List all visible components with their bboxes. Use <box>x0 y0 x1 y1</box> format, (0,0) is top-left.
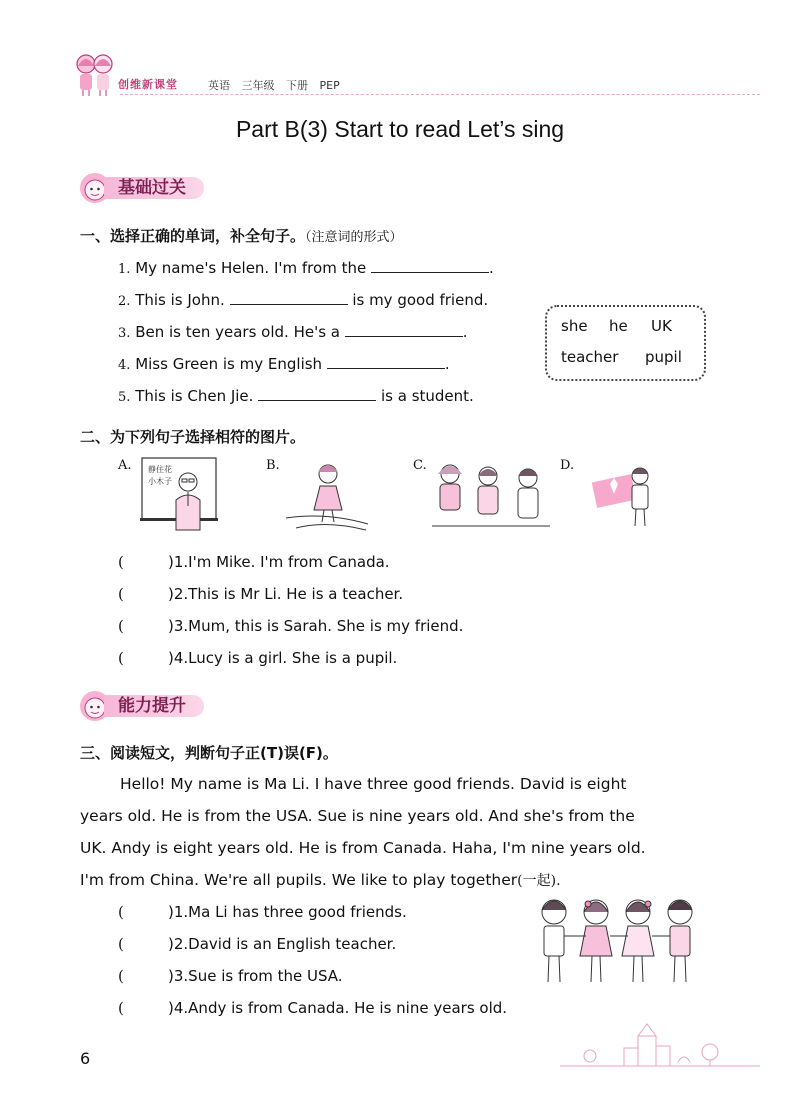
answer-paren[interactable]: ( <box>118 967 124 985</box>
q1-item-number: 3. <box>118 326 131 341</box>
header-divider <box>120 94 760 95</box>
q2-item-text: Lucy is a girl. She is a pupil. <box>188 649 398 667</box>
section-badge-label: 能力提升 <box>104 695 204 717</box>
q1-item-1 <box>118 258 494 277</box>
page-number: 6 <box>80 1049 91 1068</box>
q3-item-2 <box>118 935 396 953</box>
q1-item-text: This is John. <box>135 291 225 309</box>
q1-item-3 <box>118 322 468 341</box>
q2-item-number: )3. <box>168 617 189 635</box>
option-label-d: D. <box>560 458 575 473</box>
answer-paren[interactable]: ( <box>118 999 124 1017</box>
q2-item-text: I'm Mike. I'm from Canada. <box>188 553 390 571</box>
q3-item-text: Andy is from Canada. He is nine years old. <box>188 999 508 1017</box>
q2-item-3 <box>118 617 463 635</box>
passage-line <box>80 864 702 897</box>
option-label-a: A. <box>118 458 132 473</box>
page-header <box>70 50 770 102</box>
board-text: 小木子 <box>148 477 172 486</box>
q3-item-number: )1. <box>168 903 189 921</box>
q3-item-text: Sue is from the USA. <box>188 967 343 985</box>
q2-item-number: )2. <box>168 585 189 603</box>
q1-item-text: My name's Helen. I'm from the <box>135 259 367 277</box>
q2-item-text: Mum, this is Sarah. She is my friend. <box>188 617 464 635</box>
q3-item-3 <box>118 967 343 985</box>
q1-item-text-after: is a student. <box>381 387 474 405</box>
q2-item-1 <box>118 553 390 571</box>
q2-item-4 <box>118 649 397 667</box>
q2-item-text: This is Mr Li. He is a teacher. <box>188 585 404 603</box>
reading-passage <box>80 768 702 897</box>
passage-text: I'm from China. We're all pupils. We like to play together <box>80 871 518 889</box>
q1-item-number: 1. <box>118 262 131 277</box>
answer-blank[interactable] <box>345 322 463 337</box>
brand-name: 创维新课堂 <box>118 78 178 91</box>
q1-item-4 <box>118 354 450 373</box>
subject-label: 英语 <box>208 79 230 92</box>
q3-item-text: David is an English teacher. <box>188 935 397 953</box>
q3-item-number: )2. <box>168 935 189 953</box>
answer-paren[interactable]: ( <box>118 649 124 667</box>
question-1-title-text: 一、选择正确的单词，补全句子。 <box>80 227 306 245</box>
q3-item-number: )4. <box>168 999 189 1017</box>
q1-item-text-after: is my good friend. <box>352 291 489 309</box>
q3-item-text: Ma Li has three good friends. <box>188 903 407 921</box>
word-bank-word: UK <box>651 317 672 335</box>
q3-item-1 <box>118 903 407 921</box>
option-label-c: C. <box>413 458 427 473</box>
answer-blank[interactable] <box>327 354 445 369</box>
q1-item-text-after: . <box>444 355 450 373</box>
family-picture <box>432 460 550 532</box>
page-title: Part B(3) Start to read Let’s sing <box>235 116 565 142</box>
q3-item-4 <box>118 999 507 1017</box>
q1-item-text: This is Chen Jie. <box>135 387 254 405</box>
word-bank-word: teacher <box>561 348 619 366</box>
q2-item-number: )4. <box>168 649 189 667</box>
q1-item-text-after: . <box>462 323 468 341</box>
question-1-title <box>80 225 403 246</box>
q1-item-5 <box>118 386 474 405</box>
four-friends-picture <box>530 896 705 988</box>
word-bank-box <box>545 305 706 381</box>
answer-paren[interactable]: ( <box>118 553 124 571</box>
q1-item-text-after: . <box>488 259 494 277</box>
q1-item-text: Miss Green is my English <box>135 355 323 373</box>
castle-decoration-icon <box>560 1022 760 1070</box>
word-bank-word: he <box>609 317 628 335</box>
passage-line: years old. He is from the USA. Sue is nine years old. And she's from the <box>80 807 635 825</box>
q3-item-number: )3. <box>168 967 189 985</box>
teacher-picture <box>140 456 220 534</box>
passage-gloss: (一起). <box>517 873 561 889</box>
answer-blank[interactable] <box>230 290 348 305</box>
board-text: 静住花 <box>148 465 172 474</box>
word-bank-word: she <box>561 317 588 335</box>
q1-item-text: Ben is ten years old. He's a <box>135 323 340 341</box>
answer-paren[interactable]: ( <box>118 935 124 953</box>
word-bank-word: pupil <box>645 348 682 366</box>
question-3-title: 三、阅读短文，判断句子正(T)误(F)。 <box>80 744 338 762</box>
option-label-b: B. <box>266 458 280 473</box>
answer-blank[interactable] <box>371 258 489 273</box>
passage-text: Hello! My name is Ma Li. I have three good friends. David is eight <box>120 775 627 793</box>
answer-paren[interactable]: ( <box>118 617 124 635</box>
term-label: 下册 <box>286 79 308 92</box>
q1-item-2 <box>118 290 488 309</box>
q1-item-number: 5. <box>118 390 131 405</box>
q1-item-number: 2. <box>118 294 131 309</box>
q1-item-number: 4. <box>118 358 131 373</box>
answer-paren[interactable]: ( <box>118 585 124 603</box>
book-info <box>208 77 348 93</box>
q2-item-number: )1. <box>168 553 189 571</box>
answer-paren[interactable]: ( <box>118 903 124 921</box>
question-2-title: 二、为下列句子选择相符的图片。 <box>80 428 306 446</box>
grade-label: 三年级 <box>241 79 275 92</box>
passage-line <box>80 768 702 800</box>
canada-boy-picture <box>590 462 662 532</box>
question-1-note: （注意词的形式） <box>305 230 403 245</box>
girl-picture <box>282 458 372 534</box>
section-badge-label: 基础过关 <box>104 177 204 199</box>
q2-item-2 <box>118 585 403 603</box>
answer-blank[interactable] <box>258 386 376 401</box>
passage-line: UK. Andy is eight years old. He is from Canada. Haha, I'm nine years old. <box>80 839 646 857</box>
edition-label: PEP <box>319 79 340 92</box>
